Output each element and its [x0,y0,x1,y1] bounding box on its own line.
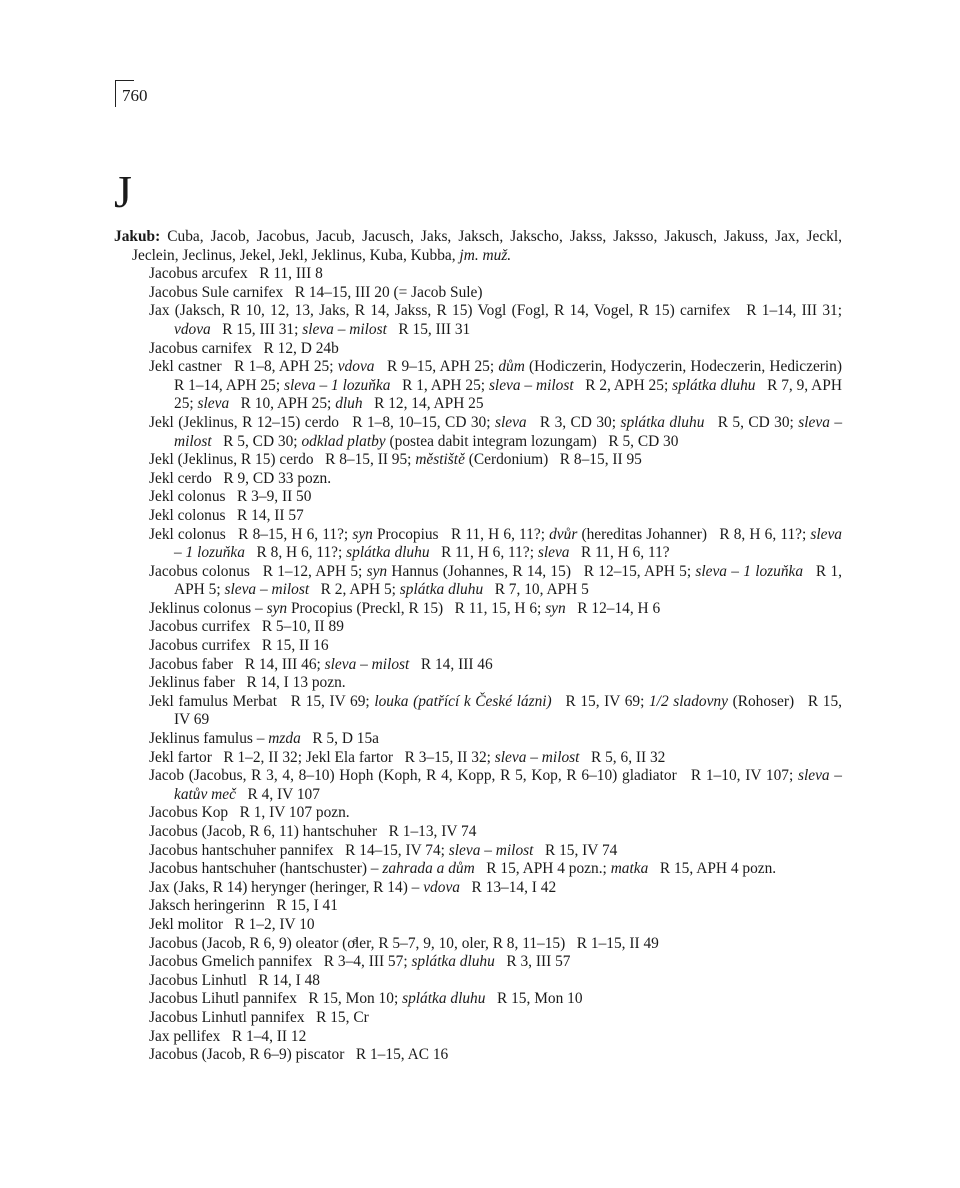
index-entry [149,525,846,563]
index-entry [149,972,842,991]
entry-note: syn [366,562,388,580]
index-entry [149,842,842,861]
entry-text: Jacobus Linhutl R 14, I 48 [149,971,320,989]
entry-text: Jax (Jaksch, R 10, 12, 13, Jaks, R 14, Jakss, R 15) Vogl (Fogl, R 14, Vogel, R 15) carnifex R 1–14, III 31; [149,302,846,320]
entry-text: Jekl castner R 1–8, APH 25; [149,358,338,376]
index-entry [149,656,842,675]
entry-note: sleva – 1 lozuňka [174,525,846,562]
entry-text: (Hodiczerin, Hodyczerin, Hodeczerin, Hediczerin) R 1–14, APH 25; [174,358,854,394]
entry-text: Jacobus (Jacob, R 6, 9) oleator (oͤler, R 5–7, 9, 10, oler, R 8, 11–15) R 1–15, II 49 [149,934,659,952]
entry-text: Jacobus Kop R 1, IV 107 pozn. [149,804,350,822]
entry-text: R 15, III 31; [210,320,303,338]
entry-text: Jeklinus famulus – [149,730,269,748]
entry-note: syn [545,599,566,617]
index-entry [149,470,842,489]
entry-note: syn [266,599,288,617]
entry-text: Jacobus (Jacob, R 6, 11) hantschuher R 1–13, IV 74 [149,823,477,840]
entry-text: Jekl fartor R 1–2, II 32; Jekl Ela fartor R 3–15, II 32; [149,748,495,766]
index-entry [149,302,846,339]
entry-text: Jacobus faber R 14, III 46; [149,655,325,673]
entry-note: matka [610,860,649,878]
lemma-headword: Jakub: [114,228,161,245]
entry-text: R 15, APH 4 pozn. [648,860,777,878]
entry-note: sleva – milost [224,581,310,599]
entry-note: městiště [415,451,465,469]
index-entry [149,990,842,1009]
entry-text: Jekl colonus R 8–15, H 6, 11?; [149,525,353,543]
index-entry [149,507,842,526]
entry-note: dluh [335,395,363,413]
entry-text: R 12, 14, APH 25 [362,395,484,413]
entry-text: R 7, 9, APH 25; [174,376,846,413]
entry-text: Jekl (Jeklinus, R 12–15) cerdo R 1–8, 10–15, CD 30; [149,413,495,431]
entry-note: zahrada a dům [382,860,475,878]
index-entry [149,916,842,935]
entry-text: (hereditas Johanner) R 8, H 6, 11?; [577,525,811,543]
entry-note: louka (patřící k České lázni) [374,692,552,710]
entry-note: vdova [337,358,375,376]
index-entry [149,284,842,303]
index-entry [149,1028,842,1047]
entry-note: sleva – milost [448,841,534,859]
page-number: 760 [122,86,148,105]
entry-text: Jekl colonus R 3–9, II 50 [149,488,312,506]
entry-text: Jekl colonus R 14, II 57 [149,506,304,524]
entry-note: sleva – milost [488,376,574,394]
index-entry [149,488,842,507]
entry-note: splátka dluhu [402,990,486,1008]
index-entry [149,860,842,879]
index-entry [149,935,842,954]
entry-text: R 5, 6, II 32 [579,748,666,766]
entry-text: Jax pellifex R 1–4, II 12 [149,1027,307,1045]
entry-text: Jeklinus faber R 14, I 13 pozn. [149,674,346,692]
entry-text: R 10, APH 25; [229,395,336,413]
entry-text: R 11, H 6, 11? [569,544,670,562]
entry-text: Procopius (Preckl, R 15) R 11, 15, H 6; [287,599,546,617]
index-entry [149,1009,842,1028]
entry-text: Hannus (Johannes, R 14, 15) R 12–15, APH 5; [387,562,696,580]
entry-text: Jacobus currifex R 5–10, II 89 [149,618,344,636]
entry-note: sleva – 1 lozuňka [283,376,391,394]
entry-note: sleva – milost [324,655,410,673]
entry-text: R 15, APH 4 pozn.; [474,860,611,878]
entry-text: R 11, H 6, 11?; [429,544,538,562]
entry-text: R 3, III 57 [494,953,571,971]
entry-text: R 7, 10, APH 5 [483,581,589,599]
entry-text: Jacob (Jacobus, R 3, 4, 8–10) Hoph (Koph, R 4, Kopp, R 5, Kop, R 6–10) gladiator R 1–10, IV 107; [149,767,798,785]
entry-text: R 1, APH 5; [174,562,845,599]
entry-text: Jacobus hantschuher pannifex R 14–15, IV 74; [149,841,449,859]
index-entry [149,265,842,284]
index-entry [149,618,842,637]
entry-text: Jekl famulus Merbat R 15, IV 69; [149,692,375,710]
entry-note: splátka dluhu [620,413,705,431]
index-entry [149,358,854,414]
lemma-heading [114,228,842,265]
entry-note: sleva [494,413,527,431]
index-entry [149,879,842,898]
entry-text: R 2, APH 25; [573,376,673,394]
entry-text: Procopius R 11, H 6, 11?; [372,525,550,543]
entry-text: R 4, IV 107 [235,785,320,803]
entry-note: sleva – milost [494,748,580,766]
entry-text: R 5, CD 30; [211,432,302,450]
entry-text: R 3, CD 30; [526,413,621,431]
entry-note: sleva [537,544,570,562]
entry-text: R 5, CD 30; [704,413,799,431]
entry-text: Jeklinus colonus – [149,599,267,617]
entry-note: mzda [268,730,301,748]
entry-text: R 1, APH 25; [390,376,489,394]
index-entries [114,228,854,1065]
entry-text: Jacobus Sule carnifex R 14–15, III 20 (= Jacob Sule) [149,283,483,301]
index-entry [149,562,845,600]
entry-text: R 15, IV 74 [533,841,618,859]
entry-text: Jekl molitor R 1–2, IV 10 [149,915,315,933]
entry-text: (Rohoser) R 15, IV 69 [174,692,846,729]
entry-note: vdova [423,878,460,896]
entry-text: Jekl cerdo R 9, CD 33 pozn. [149,469,332,487]
entry-note: vdova [174,320,211,338]
entry-text: R 12–14, H 6 [565,599,661,617]
index-entry [149,674,842,693]
entry-text: R 5, D 15a [300,730,380,748]
entry-text: Jacobus (Jacob, R 6–9) piscator R 1–15, AC 16 [149,1046,449,1064]
entry-note: 1/2 sladovny [648,692,728,710]
entry-text: Jacobus hantschuher (hantschuster) – [149,860,383,878]
entry-list [114,265,854,1065]
index-entry [149,767,846,804]
entry-note: splátka dluhu [346,544,430,562]
entry-note: sleva – milost [302,320,387,338]
lemma-variants: Cuba, Jacob, Jacobus, Jacub, Jacusch, Jaks, Jaksch, Jakscho, Jakss, Jaksso, Jakusch, Jakuss, Jax, Jeckl, Jeclein, Jeclinus, Jekel, Jekl, Jeklinus, Kuba, Kubba, [132,228,842,264]
entry-note: dvůr [549,525,578,543]
entry-text: Jacobus Gmelich pannifex R 3–4, III 57; [149,953,412,971]
index-entry [149,451,842,470]
index-entry [149,413,846,451]
entry-text: R 15, IV 69; [551,692,649,710]
entry-note: dům [498,358,525,376]
index-entry [149,340,842,359]
index-entry [149,600,842,619]
index-entry [149,692,846,730]
index-entry [149,897,842,916]
index-entry [149,823,842,842]
index-entry [149,749,842,768]
index-entry [149,730,842,749]
entry-text: R 2, APH 5; [309,581,400,599]
section-letter: J [114,166,132,217]
entry-note: sleva [197,395,230,413]
entry-text: R 9–15, APH 25; [374,358,499,376]
entry-text: R 8, H 6, 11?; [244,544,347,562]
entry-note: sleva – 1 lozuňka [695,562,804,580]
index-entry [149,804,842,823]
entry-text: Jacobus currifex R 15, II 16 [149,637,329,655]
lemma-gender: jm. muž. [459,246,512,264]
entry-note: sleva – milost [174,413,846,450]
entry-note: splátka dluhu [399,581,484,599]
entry-text: Jacobus Linhutl pannifex R 15, Cr [149,1008,369,1026]
index-entry [149,637,842,656]
entry-text: R 13–14, I 42 [459,878,557,896]
entry-text: (Cerdonium) R 8–15, II 95 [464,451,642,469]
index-entry [149,953,842,972]
entry-note: splátka dluhu [411,953,495,971]
entry-text: Jacobus Lihutl pannifex R 15, Mon 10; [149,990,403,1008]
entry-text: Jax (Jaks, R 14) herynger (heringer, R 14) – [149,878,424,896]
entry-text: R 15, III 31 [386,320,471,338]
entry-text: Jacobus carnifex R 12, D 24b [149,339,339,357]
entry-text: (postea dabit integram lozungam) R 5, CD 30 [385,432,679,450]
entry-text: R 14, III 46 [409,655,493,673]
entry-note: syn [352,525,373,543]
entry-text: Jacobus colonus R 1–12, APH 5; [149,562,367,580]
entry-text: Jaksch heringerinn R 15, I 41 [149,897,338,915]
entry-note: odklad platby [301,432,386,450]
entry-text: R 15, Mon 10 [485,990,583,1008]
entry-note: splátka dluhu [672,376,756,394]
entry-text: Jekl (Jeklinus, R 15) cerdo R 8–15, II 95; [149,451,416,469]
entry-text: Jacobus arcufex R 11, III 8 [149,265,323,283]
entry-note: sleva – katův meč [174,767,846,803]
index-entry [149,1046,842,1065]
